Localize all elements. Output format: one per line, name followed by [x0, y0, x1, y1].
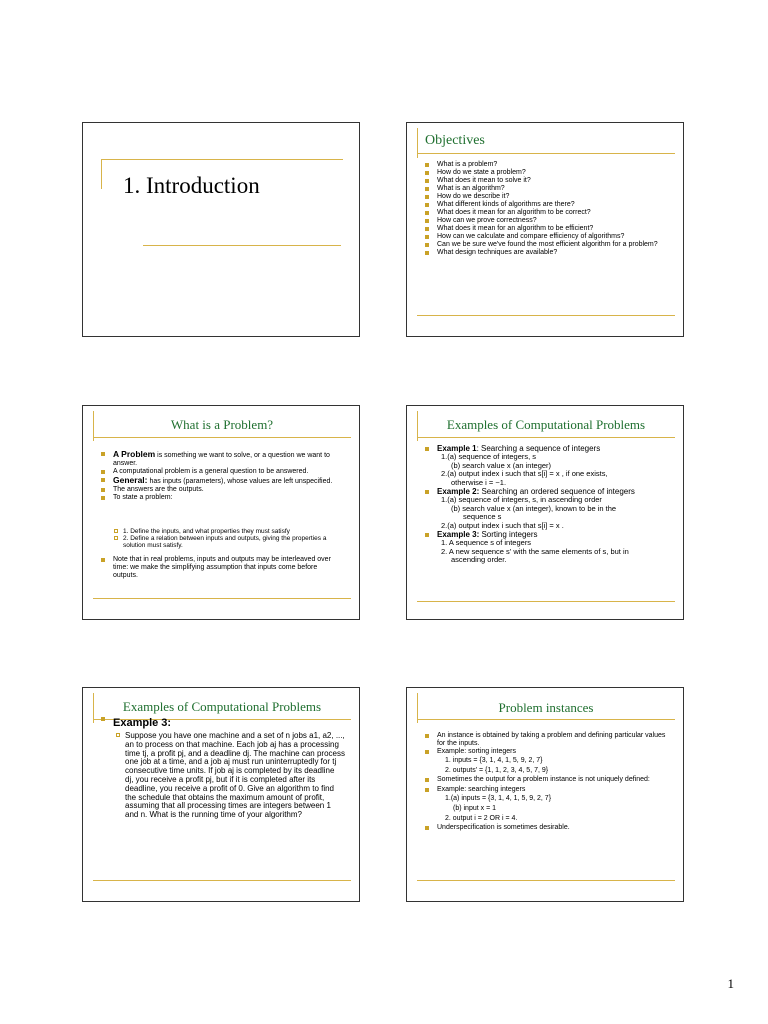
list-item: What is an algorithm?: [423, 185, 658, 193]
instance-line: 1. inputs = {3, 1, 4, 1, 5, 9, 2, 7}: [445, 757, 543, 764]
list-item: A computational problem is a general question to be answered.: [99, 468, 339, 476]
example-description: Suppose you have one machine and a set of n jobs a1, a2, ..., an to process on that machine. Each job aj has a processing time tj, a profit pj, and a deadline dj. The machine can process one job at a time, and a job aj must run uninterruptedly for tj consecutive time units. If job aj is completed by its deadline dj, you receive a profit pj, but if it is completed after its deadline, you receive a profit of 0. Give an algorithm to find the schedule that obtains the maximum amount of profit, assuming that all processing times are integers between 1 and n. What is the running time of your algorithm?: [115, 732, 345, 820]
list-item: What does it mean for an algorithm to be efficient?: [423, 225, 658, 233]
gold-rule-top: [417, 719, 675, 720]
instance-line: 2. output i = 2 OR i = 4.: [445, 815, 518, 822]
slide-title: Problem instances: [498, 700, 594, 715]
example-list: [423, 487, 673, 496]
problem-list: [99, 450, 339, 502]
list-item: Underspecification is sometimes desirable.: [423, 824, 668, 832]
term-general: General:: [113, 475, 148, 485]
example-line: 2.(a) output index i such that s[i] = x .: [441, 520, 564, 530]
gold-rule-bottom: [417, 880, 675, 881]
list-item: An instance is obtained by taking a problem and defining particular values for the inputs.: [423, 732, 668, 748]
sub-item: 1. Define the inputs, and what properties they must satisfy: [113, 528, 343, 535]
gold-rule-bottom: [143, 245, 341, 246]
list-item: What design techniques are available?: [423, 249, 658, 257]
term-problem: A Problem: [113, 449, 156, 459]
gold-rule-bottom: [93, 598, 351, 599]
list-item: What does it mean for an algorithm to be correct?: [423, 209, 658, 217]
example-line: 1. A sequence s of integers: [441, 538, 532, 547]
list-item: [423, 530, 673, 539]
slide-objectives: [406, 122, 684, 337]
instance-line: 2. outputs' = {1, 1, 2, 3, 4, 5, 7, 9}: [445, 767, 549, 774]
instance-list: [423, 776, 668, 794]
gold-rule-bottom: [93, 880, 351, 881]
example-list: [423, 530, 673, 539]
list-item: Example: searching integers: [423, 786, 668, 794]
example-list: [99, 717, 339, 729]
list-item: [99, 476, 339, 486]
example-text: : Searching a sequence of integers: [476, 444, 601, 453]
instance-line: (b) input x = 1: [453, 805, 496, 812]
definition-text: has inputs (parameters), whose values are left unspecified.: [147, 478, 333, 485]
list-item: Can we be sure we've found the most efficient algorithm for a problem?: [423, 241, 658, 249]
example-label: Example 1: [437, 444, 477, 453]
list-item: What does it mean to solve it?: [423, 177, 658, 185]
gold-rule-top: [417, 437, 675, 438]
gold-rule-left: [101, 159, 102, 189]
example-line: otherwise i = −1.: [451, 477, 507, 487]
problem-list-note: [99, 556, 339, 580]
example-line: 1.(a) sequence of integers, s, in ascending order: [441, 495, 602, 504]
list-item: The answers are the outputs.: [99, 486, 339, 494]
slide-introduction: [82, 122, 360, 337]
list-item: [423, 487, 673, 496]
instance-line: 1.(a) inputs = {3, 1, 4, 1, 5, 9, 2, 7}: [445, 795, 552, 802]
slide-title: Examples of Computational Problems: [122, 699, 322, 714]
gold-rule-bottom: [417, 315, 675, 316]
list-item: Note that in real problems, inputs and outputs may be interleaved over time: we make the simplifying assumption that inputs come before outputs.: [99, 556, 339, 580]
example-line: ascending order.: [451, 555, 507, 564]
example-line: 2. A new sequence s' with the same elements of s, but in: [441, 546, 629, 556]
list-item: To state a problem:: [99, 494, 339, 502]
sub-list: [99, 528, 343, 549]
list-item: [423, 444, 673, 453]
list-item: [99, 717, 339, 729]
gold-rule-top: [101, 159, 343, 160]
slide-title: What is a Problem?: [170, 417, 274, 432]
slide-title: 1. Introduction: [123, 173, 260, 198]
list-item: How can we calculate and compare efficiency of algorithms?: [423, 233, 658, 241]
sub-item: 2. Define a relation between inputs and outputs, giving the properties a solution must satisfy.: [113, 535, 343, 549]
example-list: [423, 444, 673, 453]
example-line: 2.(a) output index i such that s[i] = x , if one exists,: [441, 469, 608, 478]
example-line: 1.(a) sequence of integers, s: [441, 452, 537, 461]
slide-examples-computational-problems-2: [82, 687, 360, 902]
instance-list: [423, 824, 668, 832]
slide-title: Objectives: [425, 133, 485, 148]
list-item: How do we state a problem?: [423, 169, 658, 177]
list-item: What different kinds of algorithms are there?: [423, 201, 658, 209]
list-item: How do we describe it?: [423, 193, 658, 201]
example-label: Example 2:: [437, 487, 480, 496]
example-line: (b) search value x (an integer): [451, 460, 552, 470]
list-item: How can we prove correctness?: [423, 217, 658, 225]
list-item: [99, 450, 339, 468]
list-item: Sometimes the output for a problem instance is not uniquely defined:: [423, 776, 668, 784]
gold-rule-bottom: [417, 601, 675, 602]
example-label: Example 3:: [437, 530, 480, 539]
example-text: Sorting integers: [479, 530, 538, 539]
list-item: Example: sorting integers: [423, 748, 668, 756]
instance-list: [423, 732, 668, 756]
gold-rule-top: [93, 437, 351, 438]
example-text: Searching an ordered sequence of integers: [479, 487, 635, 496]
example-label: Example 3:: [113, 717, 172, 729]
slide-examples-computational-problems-1: [406, 405, 684, 620]
page-number: 1: [727, 976, 734, 991]
example-line: sequence s: [463, 512, 502, 521]
instances-content: [423, 732, 668, 832]
objectives-list: [423, 161, 658, 257]
list-item: What is a problem?: [423, 161, 658, 169]
example-line: (b) search value x (an integer), known to be in the: [451, 503, 617, 513]
examples-content: [423, 444, 673, 565]
slide-problem-instances: [406, 687, 684, 902]
slide-what-is-a-problem: [82, 405, 360, 620]
definition-text: is something we want to solve, or a question we want to answer.: [113, 452, 330, 467]
gold-rule-top: [417, 153, 675, 154]
slide-title: Examples of Computational Problems: [446, 417, 646, 432]
